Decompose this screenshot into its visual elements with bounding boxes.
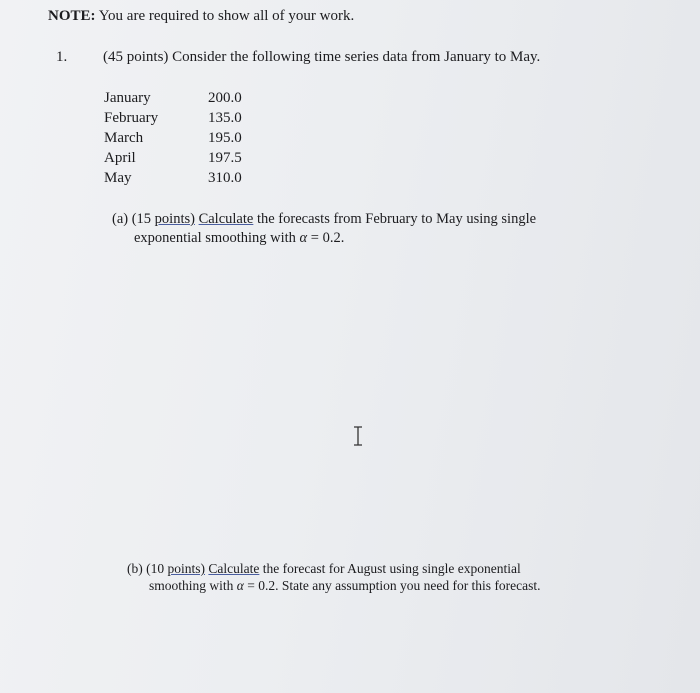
part-a xyxy=(112,210,536,248)
month-cell: February xyxy=(104,110,159,126)
table-row xyxy=(104,128,242,148)
part-a-line2-pre: exponential smoothing with xyxy=(134,230,300,246)
value-cell: 195.0 xyxy=(208,130,242,146)
month-cell: April xyxy=(104,150,136,166)
part-a-line1 xyxy=(112,210,536,229)
value-cell: 135.0 xyxy=(208,110,242,126)
part-a-rest: the forecasts from February to May using single xyxy=(253,211,537,227)
note-label: NOTE: xyxy=(48,8,96,24)
value-cell: 200.0 xyxy=(208,90,242,106)
table-row xyxy=(104,148,242,168)
table-row xyxy=(104,88,242,108)
question-prompt: (45 points) Consider the following time series data from January to May. xyxy=(103,49,541,65)
part-a-calculate: Calculate xyxy=(198,211,254,227)
part-a-line2-post: = 0.2. xyxy=(307,230,345,246)
part-b-line2-pre: smoothing with xyxy=(149,578,237,593)
time-series-table xyxy=(104,88,242,188)
part-b-line1 xyxy=(127,560,541,577)
table-row xyxy=(104,108,242,128)
value-cell: 310.0 xyxy=(208,170,242,186)
part-a-prefix: (a) (15 xyxy=(112,211,155,227)
part-b-line2-post: = 0.2. State any assumption you need for this forecast. xyxy=(243,578,541,593)
part-b-alpha: α xyxy=(236,578,244,593)
month-cell: March xyxy=(104,130,144,146)
part-a-alpha: α xyxy=(299,230,308,246)
month-cell: January xyxy=(104,90,151,106)
text-cursor-icon xyxy=(350,426,366,446)
part-a-points: points) xyxy=(154,211,195,227)
part-b-points: points) xyxy=(167,561,206,576)
part-b xyxy=(127,560,541,594)
part-b-prefix: (b) (10 xyxy=(127,561,168,576)
table-row xyxy=(104,168,242,188)
value-cell: 197.5 xyxy=(208,150,242,166)
question-number: 1. xyxy=(56,49,68,65)
part-a-line2 xyxy=(112,229,536,248)
part-b-rest: the forecast for August using single exponential xyxy=(259,561,521,576)
note-line xyxy=(48,8,354,25)
part-b-line2 xyxy=(127,577,541,594)
note-text: You are required to show all of your work. xyxy=(95,8,355,24)
part-b-calculate: Calculate xyxy=(208,561,260,576)
month-cell: May xyxy=(104,170,132,186)
